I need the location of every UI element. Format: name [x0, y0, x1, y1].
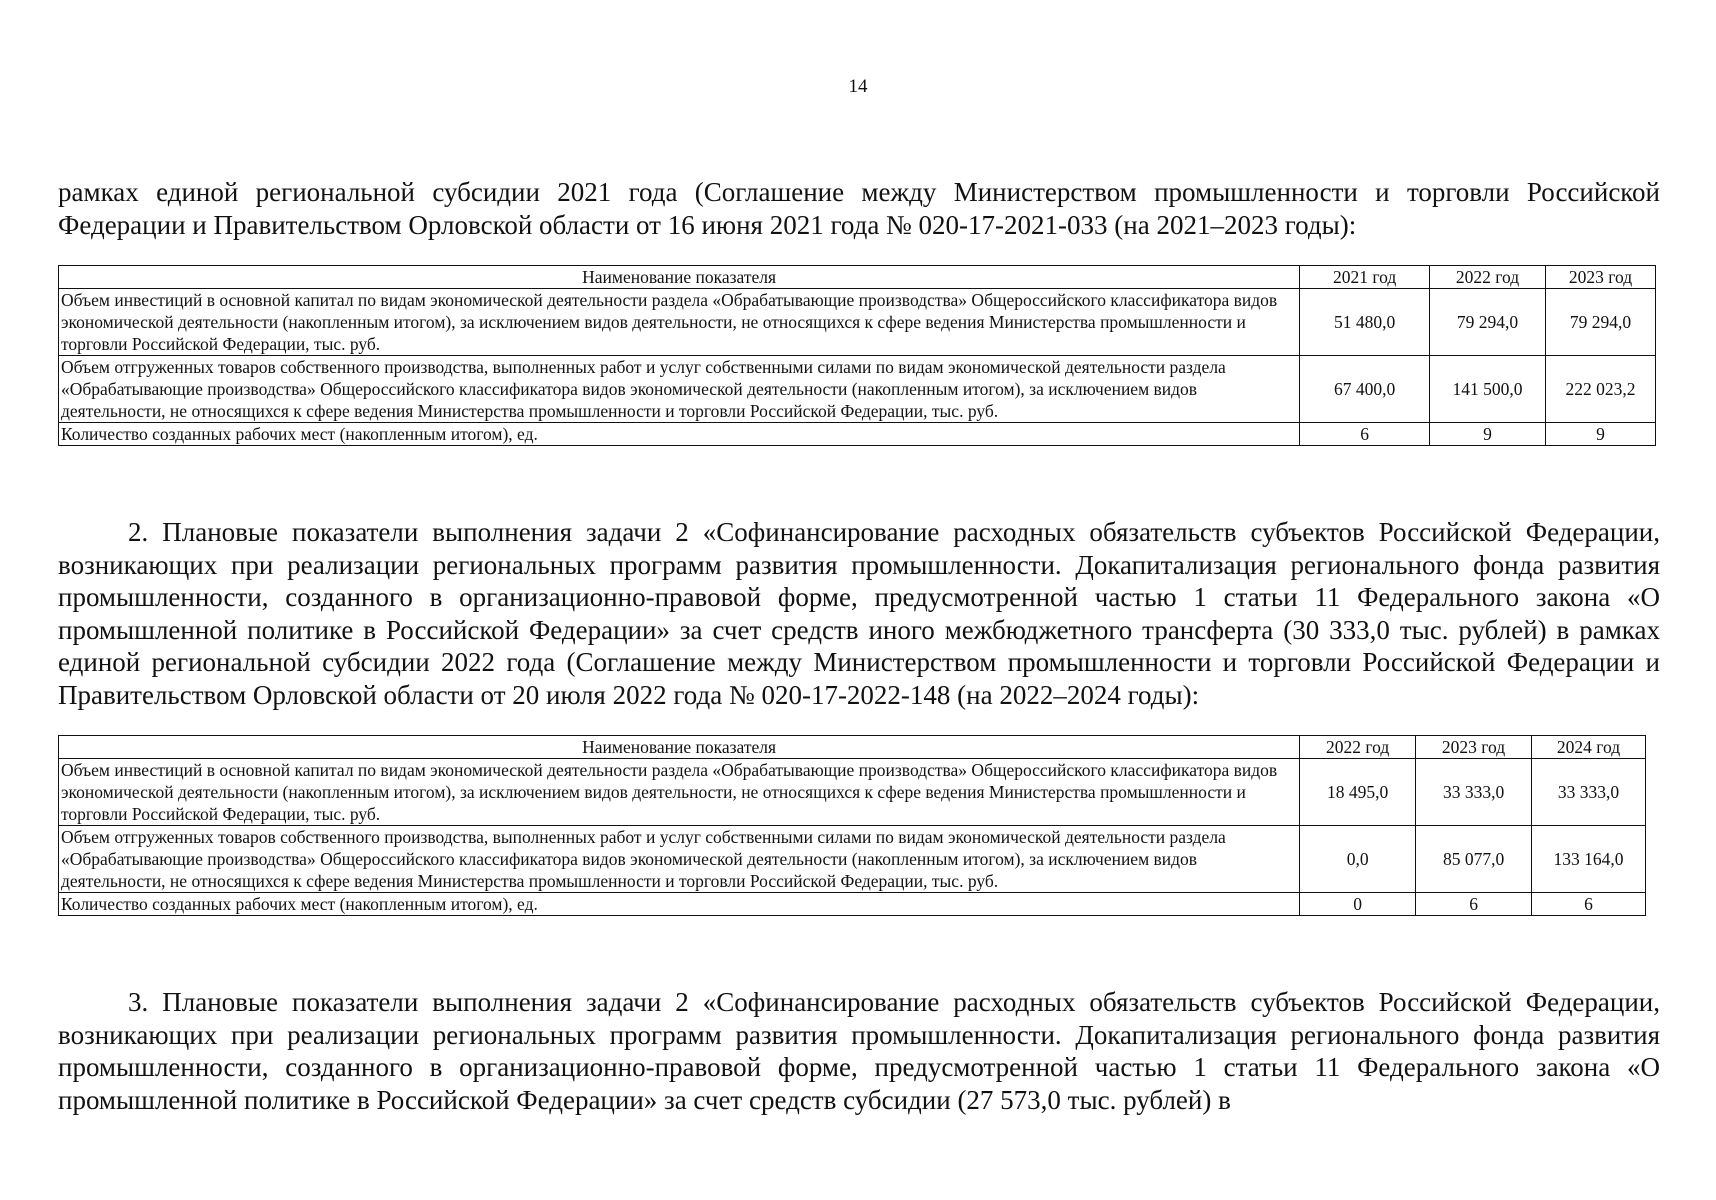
indicator-value: 33 333,0 [1416, 759, 1532, 826]
header-year-2021: 2021 год [1300, 266, 1430, 289]
table-row [59, 289, 1656, 356]
table-row [59, 893, 1646, 916]
indicator-value: 0 [1300, 893, 1416, 916]
page-number: 14 [848, 76, 868, 97]
indicator-name: Количество созданных рабочих мест (накопленным итогом), ед. [59, 893, 1300, 916]
table-header-row [59, 736, 1646, 759]
header-year-2022: 2022 год [1300, 736, 1416, 759]
indicator-value: 85 077,0 [1416, 826, 1532, 893]
indicator-name: Объем инвестиций в основной капитал по видам экономической деятельности раздела «Обрабатывающие производства» Общероссийского классификатора видов экономической деятельности (накопленным итогом), за исключением видов деятельности, не относящихся к сфере ведения Министерства промышленности и торговли Российской Федерации, тыс. руб. [59, 759, 1300, 826]
indicator-value: 51 480,0 [1300, 289, 1430, 356]
table-row [59, 356, 1656, 423]
indicators-table-2021 [58, 265, 1656, 446]
indicator-value: 133 164,0 [1532, 826, 1646, 893]
table-row [59, 423, 1656, 446]
indicator-name: Объем инвестиций в основной капитал по видам экономической деятельности раздела «Обрабатывающие производства» Общероссийского классификатора видов экономической деятельности (накопленным итогом), за исключением видов деятельности, не относящихся к сфере ведения Министерства промышленности и торговли Российской Федерации, тыс. руб. [59, 289, 1300, 356]
indicator-value: 9 [1546, 423, 1656, 446]
indicator-value: 67 400,0 [1300, 356, 1430, 423]
indicator-name: Количество созданных рабочих мест (накопленным итогом), ед. [59, 423, 1300, 446]
header-indicator-name: Наименование показателя [59, 266, 1300, 289]
indicator-value: 9 [1430, 423, 1546, 446]
header-indicator-name: Наименование показателя [59, 736, 1300, 759]
indicator-name: Объем отгруженных товаров собственного производства, выполненных работ и услуг собственными силами по видам экономической деятельности раздела «Обрабатывающие производства» Общероссийского классификатора видов экономической деятельности (накопленным итогом), за исключением видов деятельности, не относящихся к сфере ведения Министерства промышленности и торговли Российской Федерации, тыс. руб. [59, 356, 1300, 423]
table-row [59, 759, 1646, 826]
table-header-row [59, 266, 1656, 289]
indicator-value: 18 495,0 [1300, 759, 1416, 826]
paragraph-3: 3. Плановые показатели выполнения задачи 2 «Софинансирование расходных обязательств субъектов Российской Федерации, возникающих при реализации региональных программ развития промышленности. Докапитализация регионального фонда развития промышленности, созданного в организационно-правовой форме, предусмотренной частью 1 статьи 11 Федерального закона «О промышленной политике в Российской Федерации» за счет средств субсидии (27 573,0 тыс. рублей) в [58, 987, 1660, 1115]
header-year-2022: 2022 год [1430, 266, 1546, 289]
indicator-value: 79 294,0 [1546, 289, 1656, 356]
header-year-2023: 2023 год [1546, 266, 1656, 289]
indicators-table-2022 [58, 735, 1646, 916]
header-year-2023: 2023 год [1416, 736, 1532, 759]
indicator-value: 79 294,0 [1430, 289, 1546, 356]
indicator-value: 6 [1532, 893, 1646, 916]
indicator-name: Объем отгруженных товаров собственного производства, выполненных работ и услуг собственными силами по видам экономической деятельности раздела «Обрабатывающие производства» Общероссийского классификатора видов экономической деятельности (накопленным итогом), за исключением видов деятельности, не относящихся к сфере ведения Министерства промышленности и торговли Российской Федерации, тыс. руб. [59, 826, 1300, 893]
indicator-value: 33 333,0 [1532, 759, 1646, 826]
indicator-value: 141 500,0 [1430, 356, 1546, 423]
intro-paragraph: рамках единой региональной субсидии 2021 года (Соглашение между Министерством промышленности и торговли Российской Федерации и Правительством Орловской области от 16 июня 2021 года № 020-17-2021-033 (на 2021–2023 годы): [58, 177, 1660, 240]
indicator-value: 0,0 [1300, 826, 1416, 893]
paragraph-2: 2. Плановые показатели выполнения задачи 2 «Софинансирование расходных обязательств субъектов Российской Федерации, возникающих при реализации региональных программ развития промышленности. Докапитализация регионального фонда развития промышленности, созданного в организационно-правовой форме, предусмотренной частью 1 статьи 11 Федерального закона «О промышленной политике в Российской Федерации» за счет средств иного межбюджетного трансферта (30 333,0 тыс. рублей) в рамках единой региональной субсидии 2022 года (Соглашение между Министерством промышленности и торговли Российской Федерации и Правительством Орловской области от 20 июля 2022 года № 020-17-2022-148 (на 2022–2024 годы): [58, 517, 1660, 710]
indicator-value: 6 [1300, 423, 1430, 446]
indicator-value: 6 [1416, 893, 1532, 916]
table-row [59, 826, 1646, 893]
header-year-2024: 2024 год [1532, 736, 1646, 759]
indicator-value: 222 023,2 [1546, 356, 1656, 423]
